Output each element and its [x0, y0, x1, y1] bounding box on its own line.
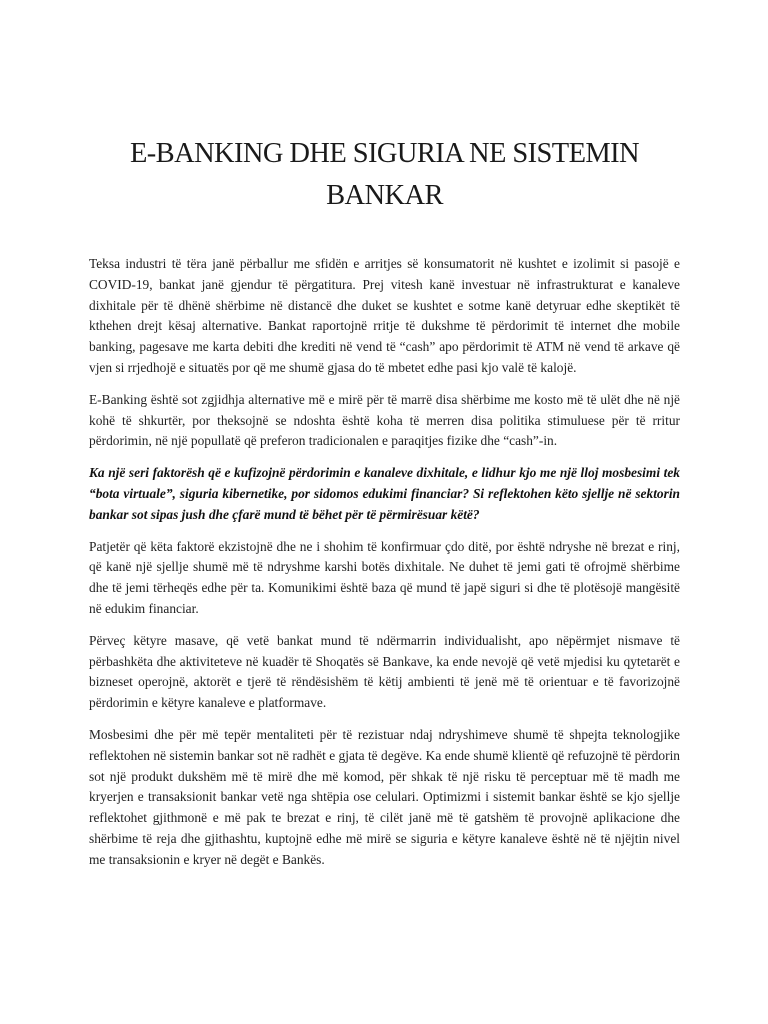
title-line-1: E-BANKING DHE SIGURIA NE SISTEMIN — [129, 138, 639, 169]
document-page — [89, 0, 680, 882]
paragraph-answer-2: Përveç këtyre masave, që vetë bankat mund të ndërmarrin individualisht, apo nëpërmjet nismave të përbashkëta dhe aktiviteteve në kuadër të Shoqatës së Bankave, ka ende nevojë që vetë mjedisi ku qytetarët e bizneset operojnë, aktorët e tjerë të rëndësishëm të këtij ambienti të jenë më të orientuar e të favorizojnë përdorimin e këtyre kanaleve e platformave. — [89, 632, 680, 711]
paragraph-answer-1: Patjetër që këta faktorë ekzistojnë dhe ne i shohim të konfirmuar çdo ditë, por është ndryshe në brezat e rinj, që kanë një sjellje shumë më të ndryshme karshi botës dixhitale. Ne duhet të jemi gati të ofrojmë shërbime dhe të jemi tërheqës edhe për ta. Komunikimi është baza që mund të japë siguri si dhe të plotësojë mangësitë në edukim financiar. — [89, 538, 680, 616]
paragraph-intro: Teksa industri të tëra janë përballur me sfidën e arritjes së konsumatorit në kushtet e izolimit si pasojë e COVID-19, bankat janë gjendur të përgatitura. Prej vitesh kanë investuar në infrastrukturat e kanaleve dixhitale për të dhënë shërbime në distancë dhe duket se kushtet e sotme kanë detyruar edhe skeptikët të kthehen drejt kësaj alternative. Bankat raportojnë rritje të dukshme të përdorimit të internet dhe mobile banking, pagesave me karta debiti dhe krediti në vend të “cash” apo përdorimit të ATM në vend të arkave që vjen si rrjedhojë e situatës por që me shumë gjasa do të mbetet edhe pasi kjo valë të kalojë. — [89, 256, 680, 375]
interview-question: Ka një seri faktorësh që e kufizojnë përdorimin e kanaleve dixhitale, e lidhur kjo me një lloj mosbesimi tek “bota virtuale”, siguria kibernetike, por sidomos edukimi financiar? Si reflektohen këto sjellje në sektorin bankar sot sipas jush dhe çfarë mund të bëhet për të përmirësuar këtë? — [89, 465, 680, 522]
title-line-2: BANKAR — [326, 180, 443, 211]
document-body — [89, 254, 680, 871]
paragraph-ebanking: E-Banking është sot zgjidhja alternative më e mirë për të marrë disa shërbime me kosto më të ulët dhe në një kohë të shkurtër, por theksojnë se ndoshta është koha të merren disa politika stimuluese për të rritur përdorimin, në një popullatë që preferon tradicionalen e paraqitjes fizike dhe “cash”-in. — [89, 391, 680, 449]
document-title — [89, 133, 680, 217]
paragraph-answer-3: Mosbesimi dhe për më tepër mentaliteti për të rezistuar ndaj ndryshimeve shumë të shpejta teknologjike reflektohen në sistemin bankar sot në radhët e gjata të degëve. Ka ende shumë klientë që refuzojnë të përdorin sot një produkt dukshëm më të mirë dhe më komod, për shkak të një risku të perceptuar më të madh me kryerjen e transaksionit bankar vetë nga shtëpia ose celulari. Optimizmi i sistemit bankar është se kjo sjellje reflektohet gjithmonë e më pak te brezat e rinj, të cilët janë më të gatshëm të provojnë aplikacione dhe shërbime të reja dhe gjithashtu, kuptojnë edhe më mirë se siguria e këtyre kanaleve është në të njëjtin nivel me transaksionin e kryer në degët e Bankës. — [89, 726, 680, 867]
